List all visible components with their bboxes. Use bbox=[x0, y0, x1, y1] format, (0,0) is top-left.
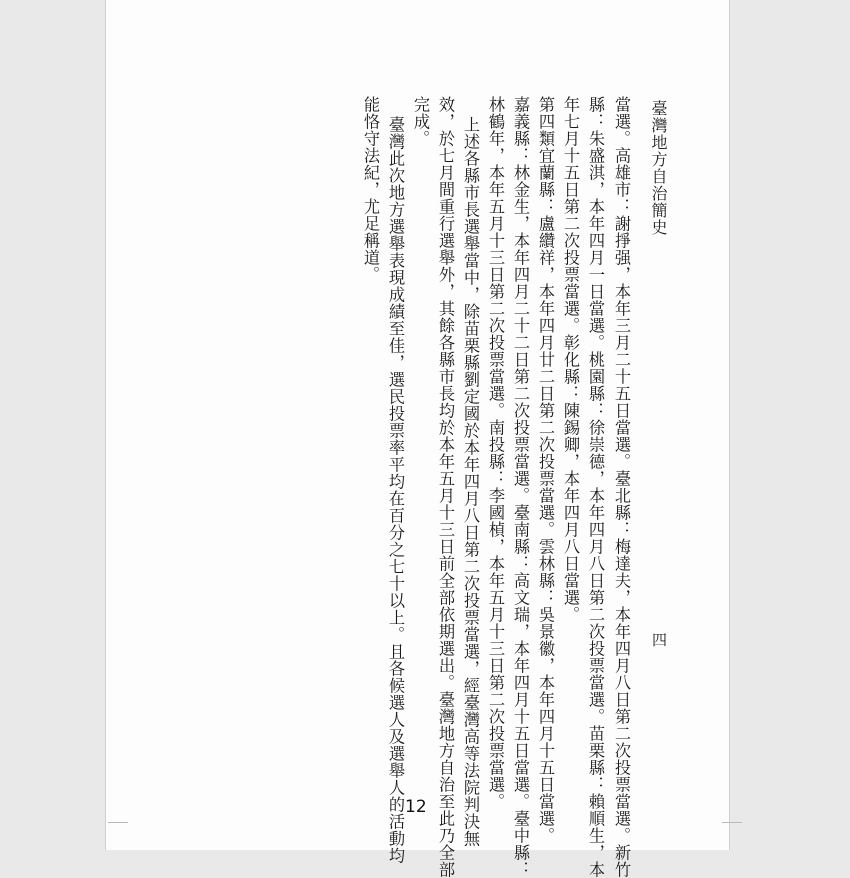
corner-mark-left bbox=[108, 822, 128, 823]
page-edge-right bbox=[729, 0, 730, 850]
text-column-2: 縣：朱盛淇，本年四月一日當選。桃園縣：徐崇德，本年四月八日第二次投票當選。苗栗縣：賴順生，本 bbox=[586, 96, 605, 878]
text-column-7: 上述各縣市長選舉當中，除苗栗縣劉定國於本年四月八日第二次投票當選，經臺灣高等法院判決無 bbox=[461, 116, 480, 847]
running-header-page-cn: 四 bbox=[650, 632, 668, 647]
text-column-9: 完成。 bbox=[411, 96, 430, 147]
page-edge-left bbox=[105, 0, 106, 850]
text-column-6: 林鶴年，本年五月十三日第二次投票當選。南投縣：李國楨，本年五月十三日第二次投票當選。 bbox=[486, 96, 505, 810]
text-column-5: 嘉義縣：林金生，本年四月二十二日第二次投票當選。臺南縣：高文瑞，本年四月十五日當選。臺中縣： bbox=[511, 96, 530, 878]
page-number: 12 bbox=[405, 797, 427, 817]
running-header-title: 臺灣地方自治簡史 bbox=[649, 100, 668, 236]
text-column-11: 能恪守法紀，尤足稱道。 bbox=[361, 96, 380, 283]
text-column-3: 年七月十五日第二次投票當選。彰化縣：陳錫卿，本年四月八日當選。 bbox=[561, 96, 580, 623]
text-column-1: 當選。高雄市：謝掙强，本年三月二十五日當選。臺北縣：梅達夫，本年四月八日第二次投票當選。新竹 bbox=[612, 96, 631, 878]
text-column-10: 臺灣此次地方選舉表現成績至佳，選民投票率平均在百分之七十以上。且各候選人及選舉人的活動均 bbox=[386, 116, 405, 864]
text-column-8: 效，於七月間重行選舉外，其餘各縣市長均於本年五月十三日前全部依期選出。臺灣地方自治至此乃全部 bbox=[436, 96, 455, 878]
text-column-4: 第四類宜蘭縣：盧纘祥，本年四月廿二日第二次投票當選。雲林縣：吳景徽，本年四月十五日當選。 bbox=[536, 96, 555, 844]
corner-mark-right bbox=[722, 822, 742, 823]
